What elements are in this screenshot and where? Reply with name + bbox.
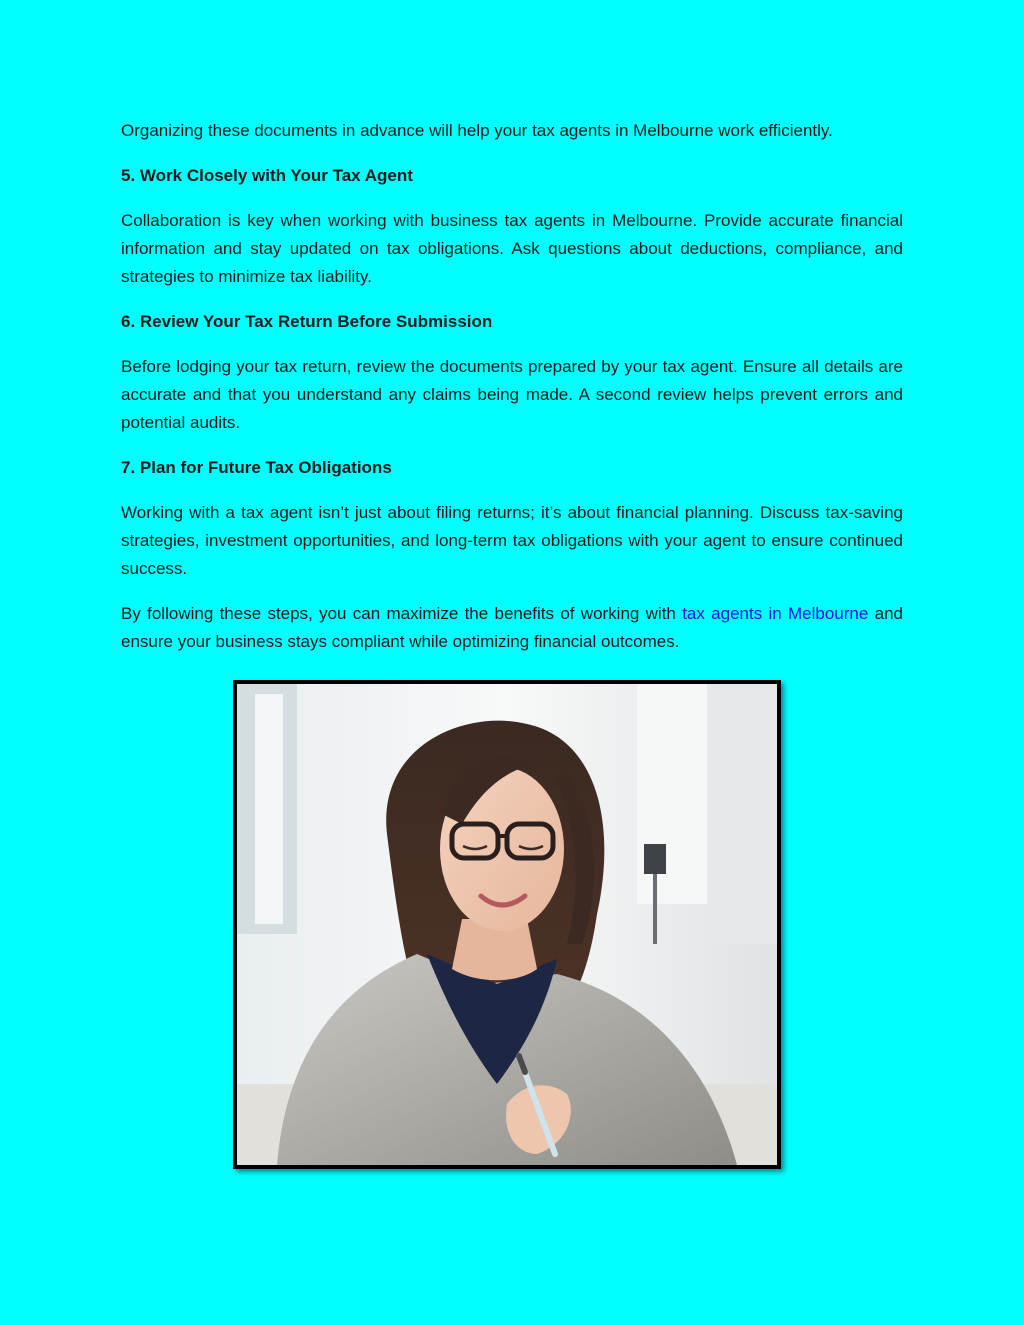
intro-paragraph: Organizing these documents in advance will help your tax agents in Melbourne work efficiently. — [121, 121, 833, 140]
document-body — [121, 117, 903, 656]
conclusion-text-after: and ensure your business stays compliant while optimizing financial outcomes. — [121, 604, 903, 651]
section-heading-5: 5. Work Closely with Your Tax Agent — [121, 166, 413, 185]
section-heading-6: 6. Review Your Tax Return Before Submission — [121, 312, 493, 331]
conclusion-paragraph — [121, 600, 903, 656]
tax-agents-melbourne-link[interactable]: tax agents in Melbourne — [682, 604, 869, 623]
section-body-7: Working with a tax agent isn’t just about filing returns; it’s about financial planning. Discuss tax-saving strategies, investment opportunities, and long-term tax obligations with your agent to ensure continued success. — [121, 503, 903, 578]
conclusion-text-before: By following these steps, you can maximize the benefits of working with — [121, 604, 683, 623]
woman-with-glasses-photo — [233, 680, 781, 1169]
section-heading-7: 7. Plan for Future Tax Obligations — [121, 458, 392, 477]
section-body-6: Before lodging your tax return, review the documents prepared by your tax agent. Ensure all details are accurate and that you understand any claims being made. A second review helps prevent errors and potential audits. — [121, 357, 903, 432]
section-body-5: Collaboration is key when working with business tax agents in Melbourne. Provide accurate financial information and stay updated on tax obligations. Ask questions about deductions, compliance, and strategies to minimize tax liability. — [121, 211, 903, 286]
